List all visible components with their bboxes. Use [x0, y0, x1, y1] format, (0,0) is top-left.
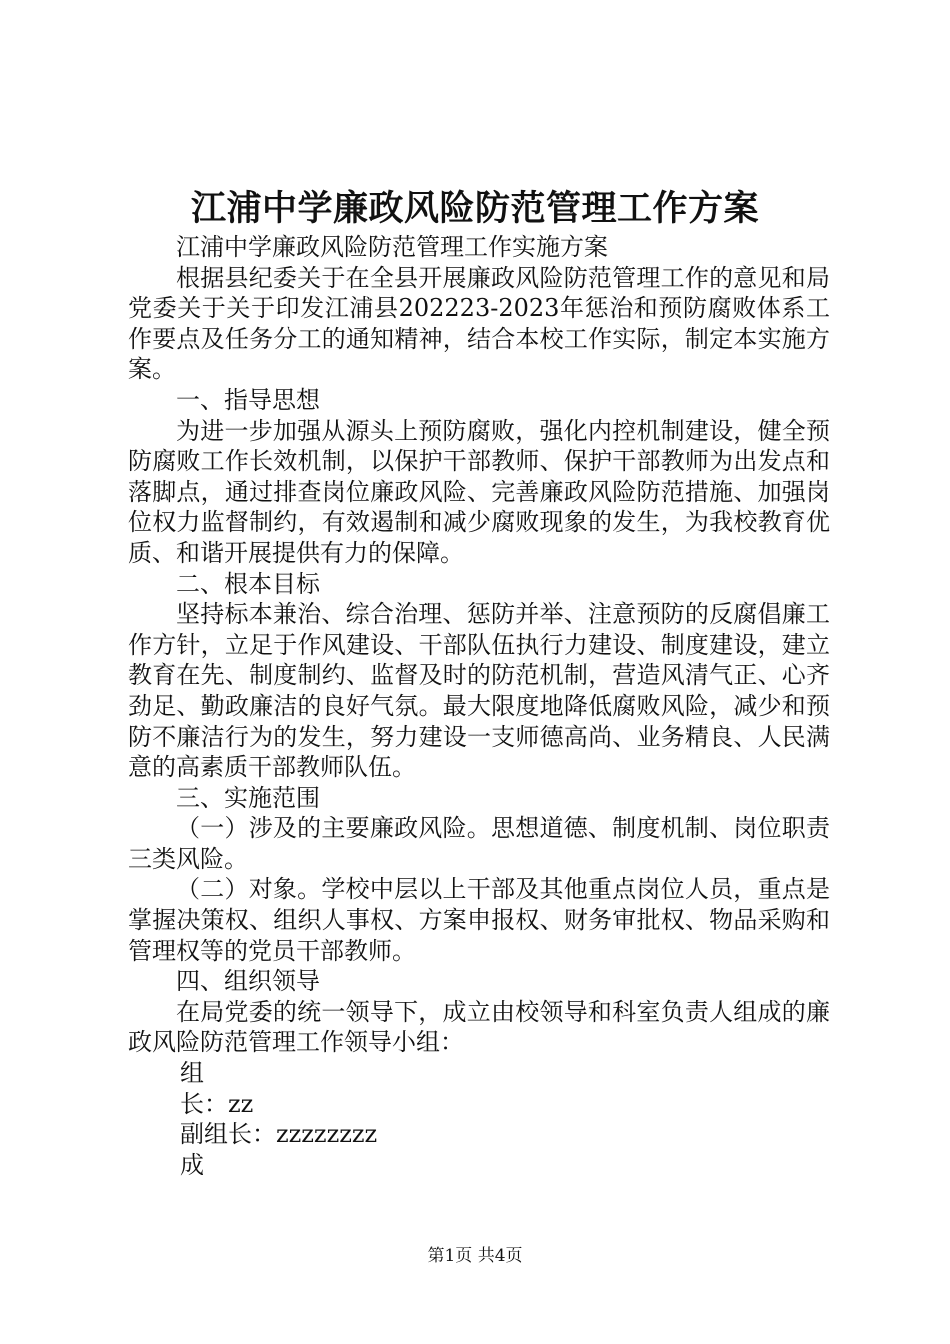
intro-paragraph: 根据县纪委关于在全县开展廉政风险防范管理工作的意见和局党委关于关于印发江浦县202223-2023年惩治和预防腐败体系工作要点及任务分工的通知精神，结合本校工作实际，制定本实施方案。 [128, 263, 830, 384]
section-heading-basic-goals: 二、根本目标 [176, 569, 320, 598]
page-footer: 第1页 共4页 [427, 1246, 523, 1266]
member-line: 组 [180, 1059, 204, 1088]
basic-goals-paragraph: 坚持标本兼治、综合治理、惩防并举、注意预防的反腐倡廉工作方针，立足于作风建设、干部队伍执行力建设、制度建设，建立教育在先、制度制约、监督及时的防范机制，营造风清气正、心齐劲足、勤政廉洁的良好气氛。最大限度地降低腐败风险，减少和预防不廉洁行为的发生，努力建设一支师德高尚、业务精良、人民满意的高素质干部教师队伍。 [128, 600, 830, 782]
document-body [128, 232, 830, 1180]
member-line: 长：zz [180, 1089, 254, 1118]
scope-risks-paragraph: （一）涉及的主要廉政风险。思想道德、制度机制、岗位职责三类风险。 [128, 814, 830, 873]
section-heading-guiding-ideology: 一、指导思想 [176, 385, 320, 414]
scope-targets-paragraph: （二）对象。学校中层以上干部及其他重点岗位人员，重点是掌握决策权、组织人事权、方案申报权、财务审批权、物品采购和管理权等的党员干部教师。 [128, 875, 830, 965]
section-heading-scope: 三、实施范围 [176, 783, 320, 812]
document-title: 江浦中学廉政风险防范管理工作方案 [190, 188, 759, 229]
subtitle-paragraph: 江浦中学廉政风险防范管理工作实施方案 [176, 233, 608, 261]
organization-paragraph: 在局党委的统一领导下，成立由校领导和科室负责人组成的廉政风险防范管理工作领导小组： [128, 997, 830, 1057]
guiding-ideology-paragraph: 为进一步加强从源头上预防腐败，强化内控机制建设，健全预防腐败工作长效机制，以保护干部教师、保护干部教师为出发点和落脚点，通过排查岗位廉政风险、完善廉政风险防范措施、加强岗位权力监督制约，有效遏制和减少腐败现象的发生，为我校教育优质、和谐开展提供有力的保障。 [128, 416, 830, 567]
member-line: 副组长：zzzzzzzz [180, 1120, 378, 1149]
member-line: 成 [180, 1150, 204, 1179]
section-heading-organization: 四、组织领导 [176, 967, 320, 996]
